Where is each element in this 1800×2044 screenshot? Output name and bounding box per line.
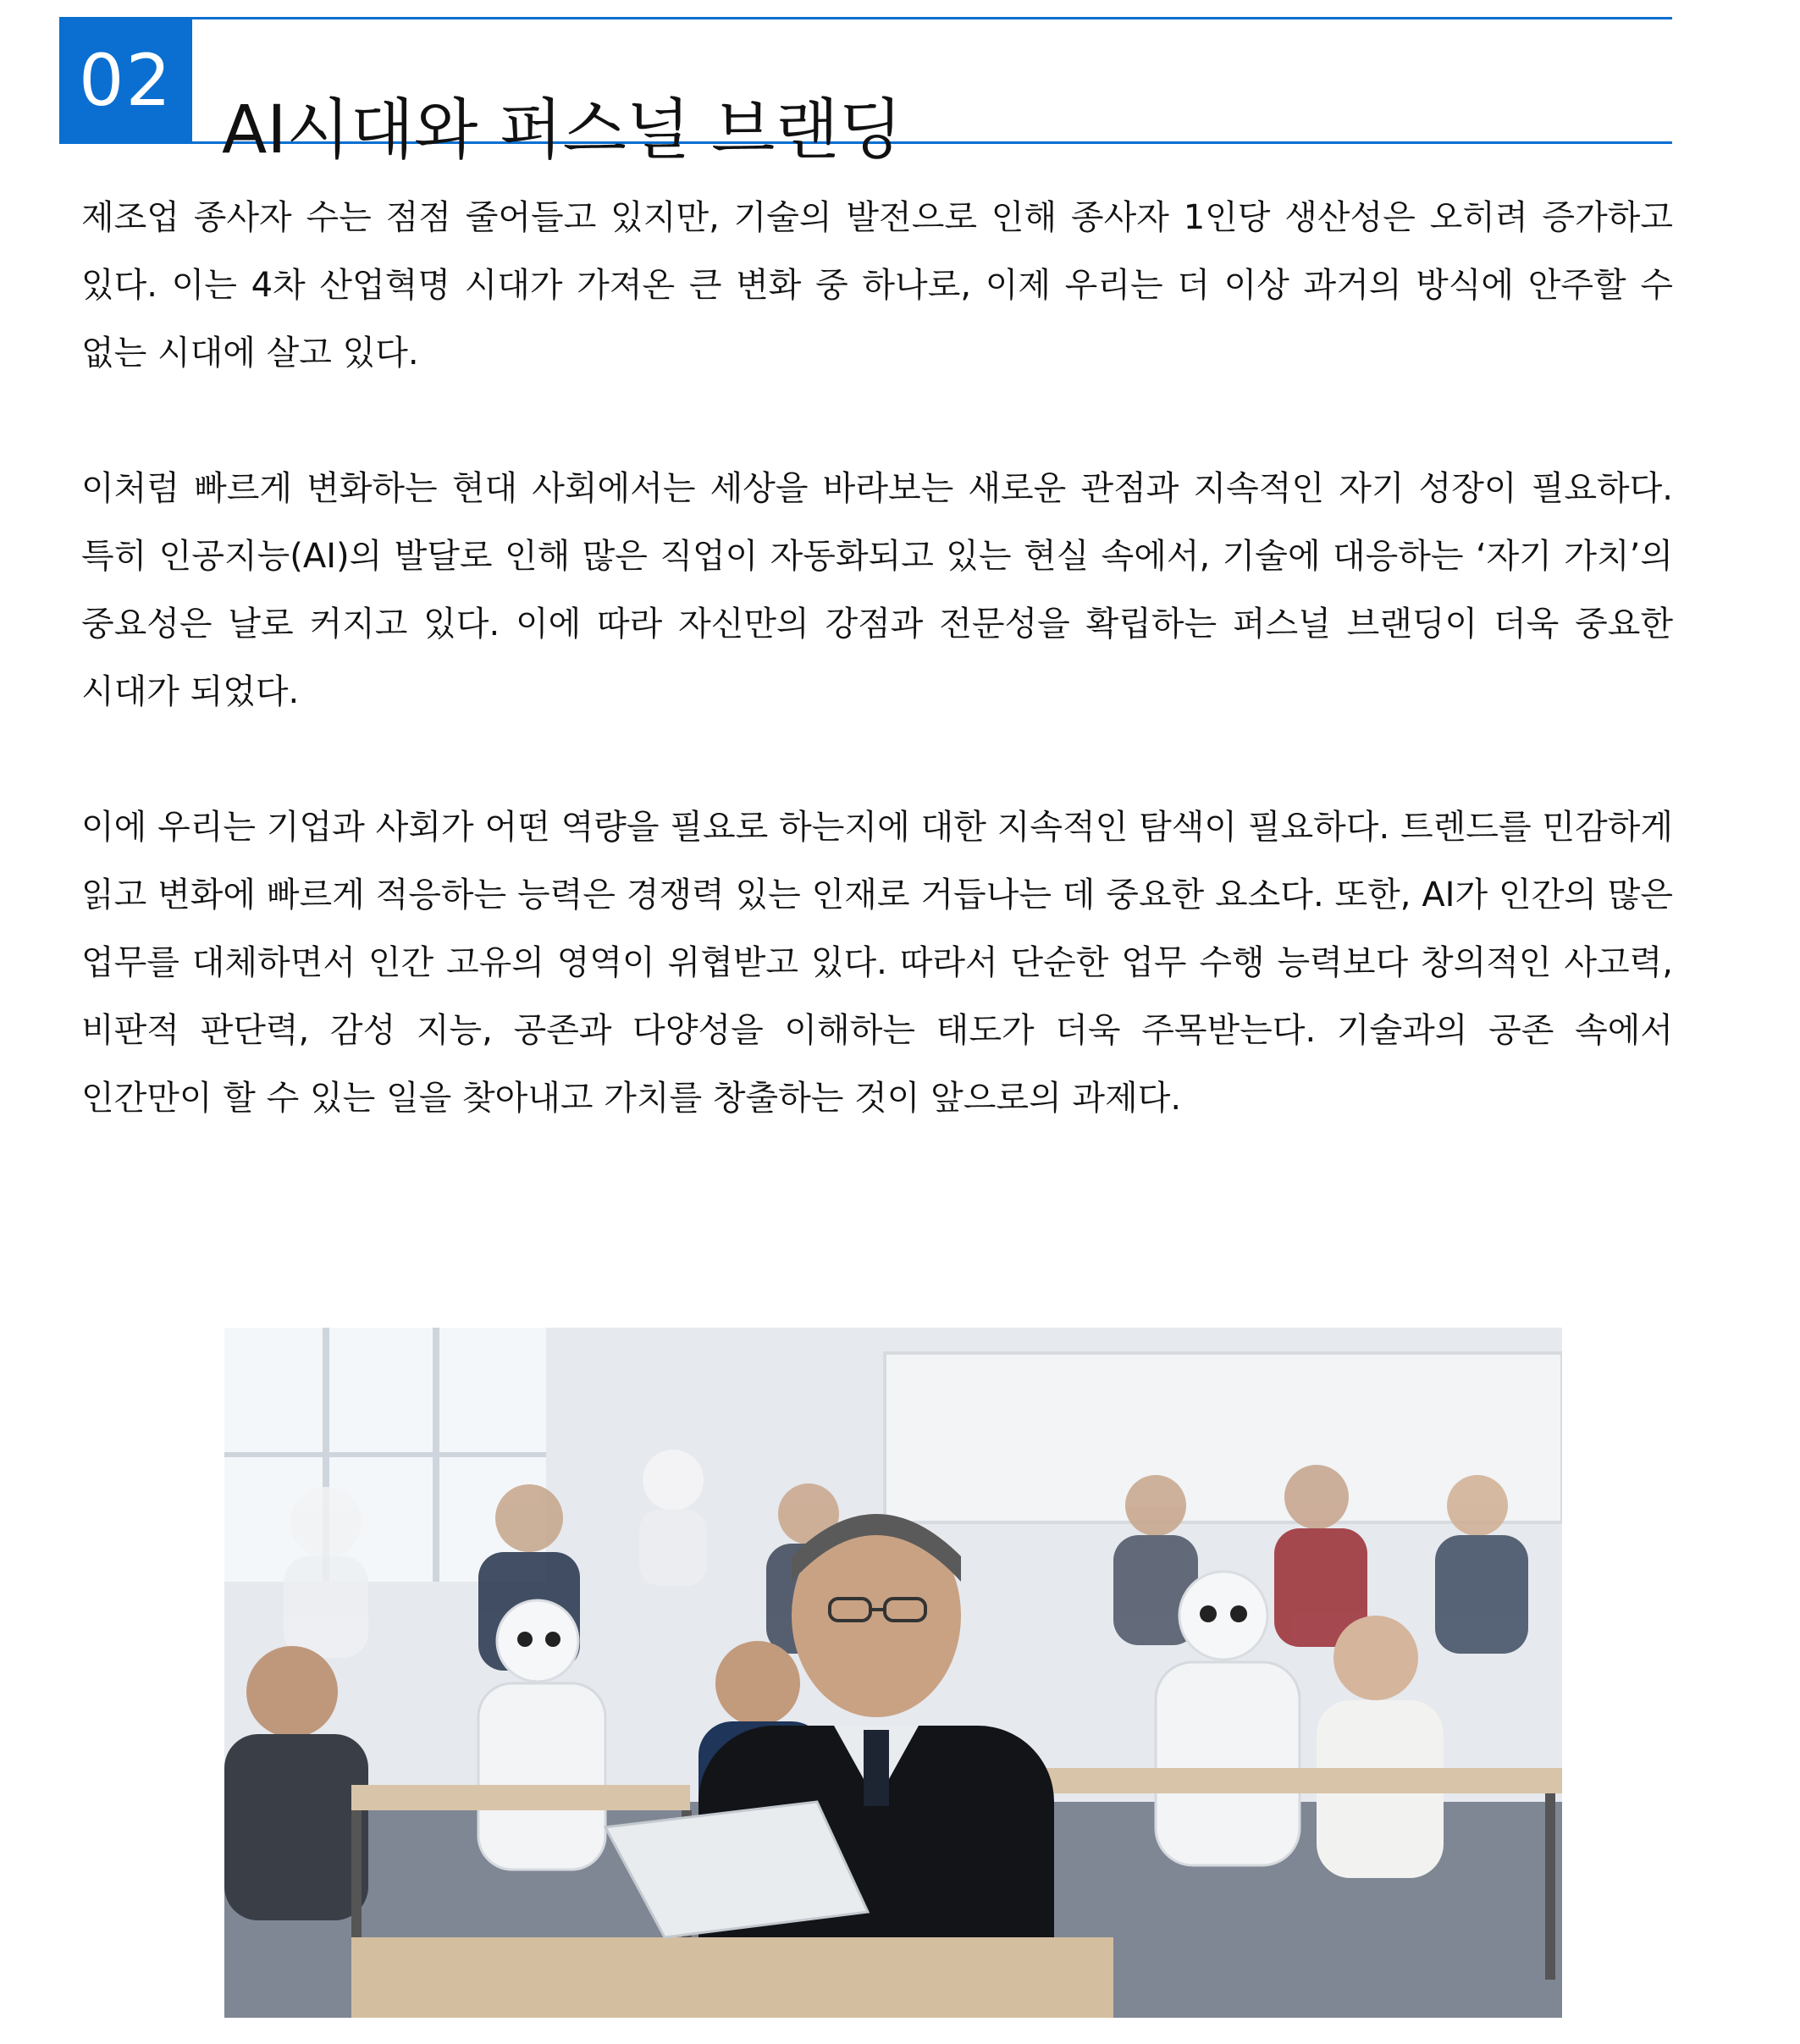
- paragraph: 이에 우리는 기업과 사회가 어떤 역량을 필요로 하는지에 대한 지속적인 탐색이 필요하다. 트렌드를 민감하게 읽고 변화에 빠르게 적응하는 능력은 경쟁력 있는 인재로 거듭나는 데 중요한 요소다. 또한, AI가 인간의 많은 업무를 대체하면서 인간 고유의 영역이 위협받고 있다. 따라서 단순한 업무 수행 능력보다 창의적인 사고력, 비판적 판단력, 감성 지능, 공존과 다양성을 이해하는 태도가 더욱 주목받는다. 기술과의 공존 속에서 인간만이 할 수 있는 일을 찾아내고 가치를 창출하는 것이 앞으로의 과제다.: [81, 808, 1673, 1118]
- paragraph: 이처럼 빠르게 변화하는 현대 사회에서는 세상을 바라보는 새로운 관점과 지속적인 자기 성장이 필요하다. 특히 인공지능(AI)의 발달로 인해 많은 직업이 자동화되고 있는 현실 속에서, 기술에 대응하는 ‘자기 가치’의 중요성은 날로 커지고 있다. 이에 따라 자신만의 강점과 전문성을 확립하는 퍼스널 브랜딩이 더욱 중요한 시대가 되었다.: [81, 469, 1673, 711]
- paragraph: 제조업 종사자 수는 점점 줄어들고 있지만, 기술의 발전으로 인해 종사자 1인당 생산성은 오히려 증가하고 있다. 이는 4차 산업혁명 시대가 가져온 큰 변화 중 하나로, 이제 우리는 더 이상 과거의 방식에 안주할 수 없는 시대에 살고 있다.: [81, 198, 1673, 373]
- section-title: AI시대와 퍼스널 브랜딩: [222, 92, 903, 169]
- section-number-badge: 02: [59, 17, 192, 144]
- article-body: [81, 184, 1673, 1132]
- classroom-illustration-graphic: [224, 1328, 1562, 2018]
- section-header: [59, 17, 1672, 169]
- classroom-illustration: [224, 1328, 1562, 2018]
